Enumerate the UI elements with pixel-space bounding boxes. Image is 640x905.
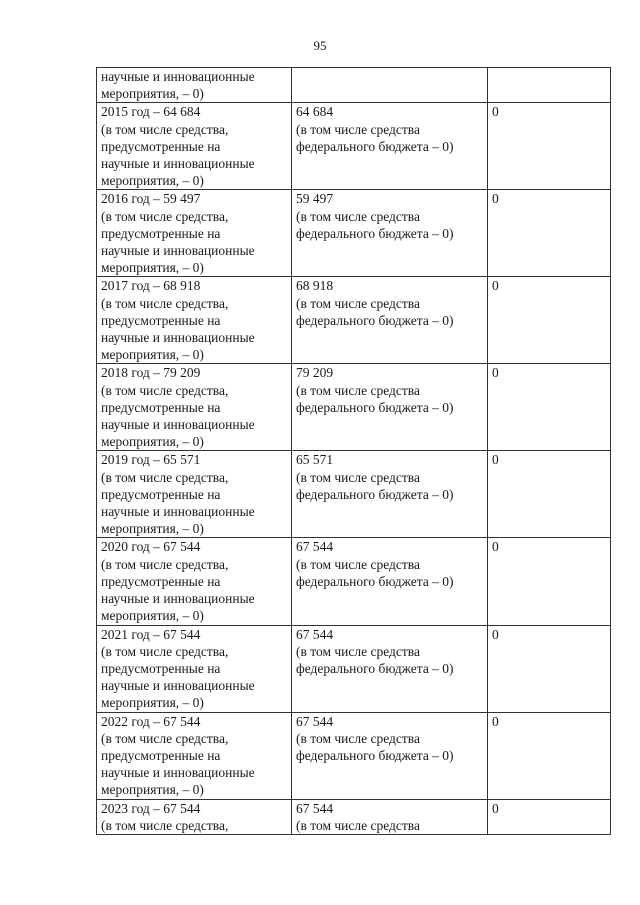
table-row: [97, 625, 611, 712]
table-row: [97, 451, 611, 538]
table-row: [97, 364, 611, 451]
other-sources-cell: [488, 712, 611, 799]
federal-budget-cell: [292, 190, 488, 277]
other-sources-cell: [488, 190, 611, 277]
period-total-cell: [97, 538, 292, 625]
cell-text-line: (в том числе средства,: [101, 382, 229, 398]
federal-budget-cell: [292, 277, 488, 364]
table-body: [97, 68, 611, 835]
table-row: [97, 68, 611, 103]
cell-text-line: предусмотренные на: [101, 225, 221, 241]
cell-text-line: 2023 год – 67 544: [101, 800, 201, 816]
cell-text-line: (в том числе средства: [296, 382, 420, 398]
cell-text-line: научные и инновационные: [101, 156, 255, 172]
cell-text-line: предусмотренные на: [101, 747, 221, 763]
cell-text-line: (в том числе средства: [296, 556, 420, 572]
cell-text-line: мероприятия, – 0): [101, 260, 204, 276]
cell-text-line: мероприятия, – 0): [101, 782, 204, 798]
cell-text-line: федерального бюджета – 0): [296, 138, 454, 154]
period-total-cell: [97, 277, 292, 364]
cell-text-line: федерального бюджета – 0): [296, 660, 454, 676]
cell-text-line: 79 209: [296, 365, 334, 381]
cell-text-line: предусмотренные на: [101, 573, 221, 589]
cell-text-line: 64 684: [296, 104, 334, 120]
cell-text-line: научные и инновационные: [101, 69, 255, 84]
cell-text-line: предусмотренные на: [101, 138, 221, 154]
cell-text-line: научные и инновационные: [101, 765, 255, 781]
cell-text-line: (в том числе средства: [296, 817, 420, 833]
cell-text-line: предусмотренные на: [101, 486, 221, 502]
federal-budget-cell: [292, 799, 488, 834]
federal-budget-cell: [292, 712, 488, 799]
cell-text-line: (в том числе средства,: [101, 208, 229, 224]
period-total-cell: [97, 451, 292, 538]
cell-text-line: 2021 год – 67 544: [101, 626, 201, 642]
cell-text-line: федерального бюджета – 0): [296, 747, 454, 763]
cell-text-line: 0: [492, 626, 499, 642]
other-sources-cell: [488, 103, 611, 190]
cell-text-line: (в том числе средства: [296, 295, 420, 311]
period-total-cell: [97, 625, 292, 712]
federal-budget-cell: [292, 538, 488, 625]
cell-text-line: 59 497: [296, 191, 334, 207]
table-row: [97, 190, 611, 277]
cell-text-line: 0: [492, 278, 499, 294]
cell-text-line: 2022 год – 67 544: [101, 713, 201, 729]
cell-text-line: мероприятия, – 0): [101, 521, 204, 537]
table-row: [97, 799, 611, 834]
cell-text-line: 0: [492, 800, 499, 816]
cell-text-line: (в том числе средства: [296, 469, 420, 485]
period-total-cell: [97, 103, 292, 190]
cell-text-line: научные и инновационные: [101, 243, 255, 259]
cell-text-line: 0: [492, 713, 499, 729]
cell-text-line: 2020 год – 67 544: [101, 539, 201, 555]
table-row: [97, 538, 611, 625]
cell-text-line: мероприятия, – 0): [101, 173, 204, 189]
cell-text-line: мероприятия, – 0): [101, 608, 204, 624]
cell-text-line: предусмотренные на: [101, 399, 221, 415]
federal-budget-cell: [292, 68, 488, 103]
other-sources-cell: [488, 538, 611, 625]
cell-text-line: мероприятия, – 0): [101, 434, 204, 450]
cell-text-line: научные и инновационные: [101, 591, 255, 607]
other-sources-cell: [488, 364, 611, 451]
federal-budget-cell: [292, 103, 488, 190]
cell-text-line: (в том числе средства: [296, 730, 420, 746]
cell-text-line: мероприятия, – 0): [101, 695, 204, 711]
cell-text-line: 0: [492, 104, 499, 120]
period-total-cell: [97, 799, 292, 834]
cell-text-line: 67 544: [296, 713, 334, 729]
cell-text-line: (в том числе средства: [296, 643, 420, 659]
cell-text-line: научные и инновационные: [101, 417, 255, 433]
cell-text-line: 2017 год – 68 918: [101, 278, 201, 294]
cell-text-line: федерального бюджета – 0): [296, 486, 454, 502]
cell-text-line: 67 544: [296, 626, 334, 642]
cell-text-line: предусмотренные на: [101, 312, 221, 328]
cell-text-line: научные и инновационные: [101, 330, 255, 346]
cell-text-line: федерального бюджета – 0): [296, 312, 454, 328]
budget-table: [96, 67, 611, 835]
federal-budget-cell: [292, 364, 488, 451]
page-number: 95: [313, 38, 327, 53]
cell-text-line: 0: [492, 191, 499, 207]
other-sources-cell: [488, 799, 611, 834]
cell-text-line: научные и инновационные: [101, 678, 255, 694]
cell-text-line: (в том числе средства,: [101, 730, 229, 746]
cell-text-line: предусмотренные на: [101, 660, 221, 676]
cell-text-line: 2015 год – 64 684: [101, 104, 201, 120]
cell-text-line: федерального бюджета – 0): [296, 225, 454, 241]
cell-text-line: 0: [492, 452, 499, 468]
period-total-cell: [97, 68, 292, 103]
cell-text-line: мероприятия, – 0): [101, 86, 204, 102]
federal-budget-cell: [292, 625, 488, 712]
other-sources-cell: [488, 277, 611, 364]
cell-text-line: 2016 год – 59 497: [101, 191, 201, 207]
cell-text-line: (в том числе средства,: [101, 121, 229, 137]
cell-text-line: 2018 год – 79 209: [101, 365, 201, 381]
cell-text-line: (в том числе средства,: [101, 643, 229, 659]
other-sources-cell: [488, 625, 611, 712]
cell-text-line: федерального бюджета – 0): [296, 573, 454, 589]
cell-text-line: 0: [492, 539, 499, 555]
cell-text-line: мероприятия, – 0): [101, 347, 204, 363]
cell-text-line: 67 544: [296, 800, 334, 816]
cell-text-line: 65 571: [296, 452, 334, 468]
cell-text-line: (в том числе средства,: [101, 556, 229, 572]
period-total-cell: [97, 190, 292, 277]
cell-text-line: 2019 год – 65 571: [101, 452, 201, 468]
table-row: [97, 103, 611, 190]
other-sources-cell: [488, 451, 611, 538]
cell-text-line: (в том числе средства,: [101, 295, 229, 311]
table-row: [97, 277, 611, 364]
other-sources-cell: [488, 68, 611, 103]
table-row: [97, 712, 611, 799]
cell-text-line: (в том числе средства: [296, 208, 420, 224]
cell-text-line: федерального бюджета – 0): [296, 399, 454, 415]
cell-text-line: 0: [492, 365, 499, 381]
federal-budget-cell: [292, 451, 488, 538]
period-total-cell: [97, 364, 292, 451]
cell-text-line: научные и инновационные: [101, 504, 255, 520]
cell-text-line: 68 918: [296, 278, 334, 294]
cell-text-line: 67 544: [296, 539, 334, 555]
cell-text-line: (в том числе средства: [296, 121, 420, 137]
period-total-cell: [97, 712, 292, 799]
cell-text-line: (в том числе средства,: [101, 817, 229, 833]
cell-text-line: (в том числе средства,: [101, 469, 229, 485]
